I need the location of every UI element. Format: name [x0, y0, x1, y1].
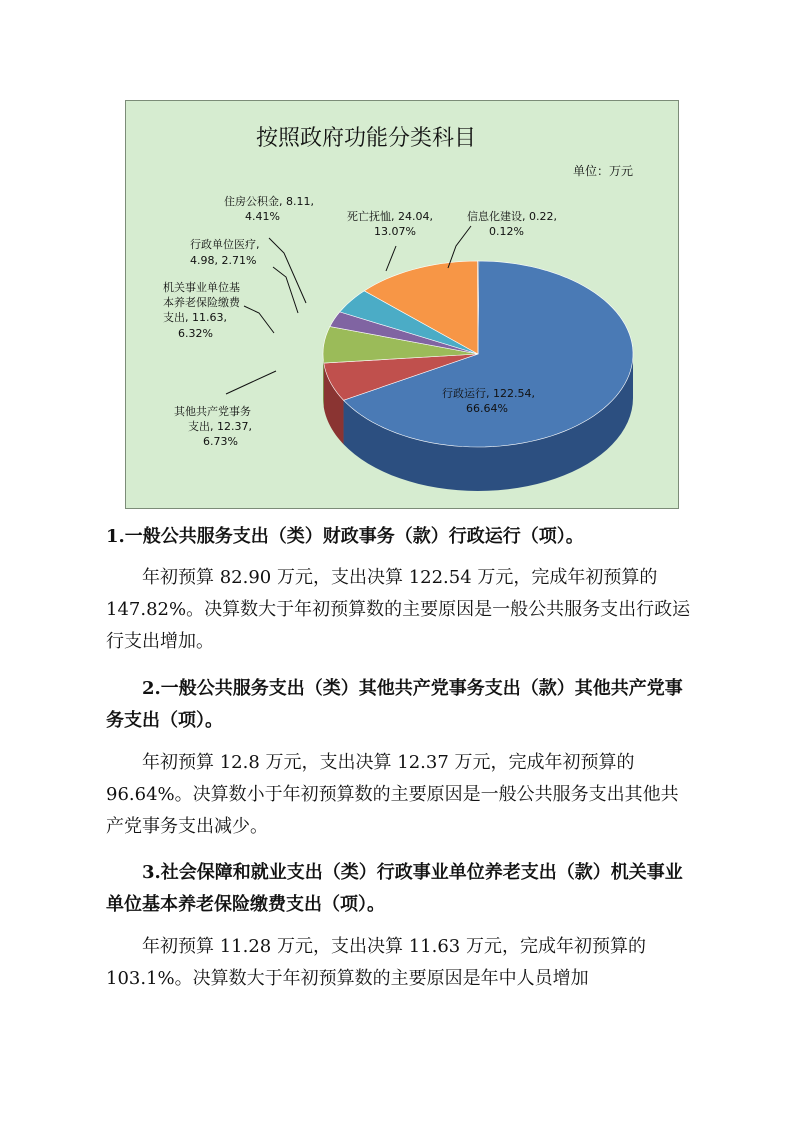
label-jiguan-1: 机关事业单位基	[163, 281, 240, 294]
label-zhufang-2: 4.41%	[245, 210, 280, 223]
label-jiguan-2: 本养老保险缴费	[163, 296, 240, 309]
section-3-heading: 3.社会保障和就业支出（类）行政事业单位养老支出（款）机关事业单位基本养老保险缴费支出（项）。	[106, 862, 683, 915]
label-siwang-1: 死亡抚恤, 24.04,	[347, 210, 433, 223]
leader-line-yiliao	[273, 267, 298, 313]
label-zhufang-1: 住房公积金, 8.11,	[224, 195, 314, 208]
label-siwang-2: 13.07%	[374, 225, 416, 238]
section-1-body: 年初预算 82.90 万元，支出决算 122.54 万元，完成年初预算的 147.82%。决算数大于年初预算数的主要原因是一般公共服务支出行政运行支出增加。	[106, 567, 691, 652]
label-jiguan-3: 支出, 11.63,	[163, 311, 227, 324]
unit-label: 单位：万元	[573, 164, 634, 178]
section-2-body: 年初预算 12.8 万元，支出决算 12.37 万元，完成年初预算的 96.64%。决算数小于年初预算数的主要原因是一般公共服务支出其他共产党事务支出减少。	[106, 752, 679, 837]
label-qita-3: 6.73%	[203, 435, 238, 448]
label-xinxi-1: 信息化建设, 0.22,	[467, 210, 557, 223]
pie-slices	[323, 261, 633, 491]
chart-title: 按照政府功能分类科目	[256, 126, 477, 151]
section-3-body: 年初预算 11.28 万元，支出决算 11.63 万元，完成年初预算的 103.1%。决算数大于年初预算数的主要原因是年中人员增加	[106, 936, 646, 989]
label-yiliao-2: 4.98, 2.71%	[190, 254, 257, 267]
leader-line-qita	[226, 371, 276, 394]
label-xinxi-2: 0.12%	[489, 225, 524, 238]
label-qita-1: 其他共产党事务	[174, 405, 251, 418]
label-jiguan-4: 6.32%	[178, 327, 213, 340]
section-1-heading: 1.一般公共服务支出（类）财政事务（款）行政运行（项）。	[106, 526, 584, 547]
label-qita-2: 支出, 12.37,	[188, 420, 252, 433]
section-2-heading: 2.一般公共服务支出（类）其他共产党事务支出（款）其他共产党事务支出（项）。	[106, 678, 683, 731]
pie-chart	[125, 100, 679, 509]
label-xingzheng-1: 行政运行, 122.54,	[442, 387, 535, 400]
leader-line-jiguan	[244, 306, 274, 333]
leader-line-siwang	[386, 246, 396, 271]
label-yiliao-1: 行政单位医疗,	[190, 238, 260, 251]
leader-line-zhufang	[269, 238, 306, 303]
pie-chart-svg	[126, 101, 680, 510]
label-xingzheng-2: 66.64%	[466, 402, 508, 415]
